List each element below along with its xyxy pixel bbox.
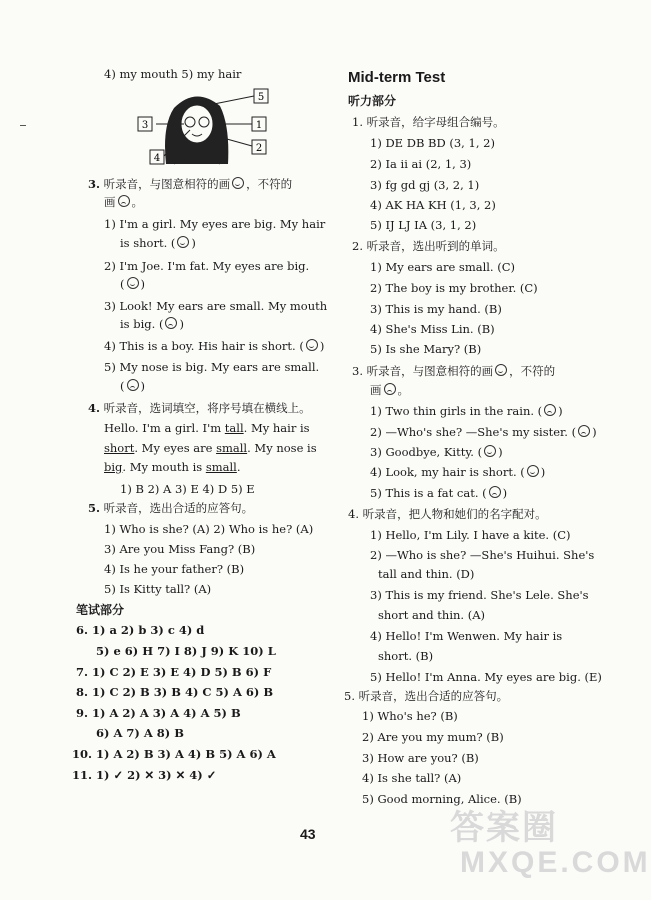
q3-item-5a: 5) My nose is big. My ears are small. — [104, 360, 320, 374]
smile-face-icon — [484, 445, 496, 457]
svg-text:4: 4 — [153, 153, 161, 164]
sad-face-icon — [127, 379, 139, 391]
sad-face-icon — [578, 425, 590, 437]
r4-item-3b: short and thin. (A) — [378, 608, 485, 622]
q4-line-2: short. My eyes are small. My nose is — [104, 441, 317, 455]
q3-item-5b: ( ) — [120, 379, 145, 393]
q5-heading: 5. 听录音，选出合适的应答句。 — [88, 501, 254, 515]
q3-item-3b: is big. ( ) — [120, 317, 184, 331]
q3-item-4: 4) This is a boy. His hair is short. ( ) — [104, 339, 325, 353]
r3-item-3: 3) Goodbye, Kitty. ( ) — [370, 445, 503, 459]
r4-item-4a: 4) Hello! I'm Wenwen. My hair is — [370, 629, 563, 643]
q5-line-3: 4) Is he your father? (B) — [104, 562, 245, 576]
smile-face-icon — [306, 339, 318, 351]
r4-item-4b: short. (B) — [378, 649, 434, 663]
written-section-title: 笔试部分 — [76, 603, 125, 617]
sad-face-icon — [489, 486, 501, 498]
r5-item-1: 1) Who's he? (B) — [362, 709, 458, 723]
r4-item-3a: 3) This is my friend. She's Lele. She's — [370, 588, 589, 602]
q5-line-2: 3) Are you Miss Fang? (B) — [104, 542, 256, 556]
r3-item-2: 2) —Who's she? —She's my sister. ( ) — [370, 425, 597, 439]
sad-face-icon — [544, 404, 556, 416]
smile-face-icon — [177, 236, 189, 248]
r5-heading: 5. 听录音，选出合适的应答句。 — [344, 689, 509, 703]
q4-line-3: big. My mouth is small. — [104, 460, 241, 474]
r3-heading-cont: 画 。 — [370, 383, 409, 397]
q3-heading: 3. 听录音，与图意相符的画 ，不符的 — [88, 177, 293, 191]
w9-line-1: 9. 1) A 2) A 3) A 4) A 5) B — [76, 706, 241, 720]
smile-face-icon — [527, 465, 539, 477]
smile-face-icon — [495, 364, 507, 376]
q3-item-2a: 2) I'm Joe. I'm fat. My eyes are big. — [104, 259, 310, 273]
w6-line-1: 6. 1) a 2) b 3) c 4) d — [76, 623, 205, 637]
q5-line-4: 5) Is Kitty tall? (A) — [104, 582, 212, 596]
page-title: Mid-term Test — [348, 69, 446, 86]
watermark-cn: 答案圈 — [450, 809, 558, 847]
r4-item-5: 5) Hello! I'm Anna. My eyes are big. (E) — [370, 670, 602, 684]
smile-face-icon — [127, 277, 139, 289]
r5-item-5: 5) Good morning, Alice. (B) — [362, 792, 522, 806]
r2-item-1: 1) My ears are small. (C) — [370, 260, 516, 274]
r5-item-4: 4) Is she tall? (A) — [362, 771, 462, 785]
r1-item-3: 3) fg gd gj (3, 2, 1) — [370, 178, 480, 192]
w6-line-2: 5) e 6) H 7) I 8) J 9) K 10) L — [96, 644, 276, 658]
svg-text:1: 1 — [255, 120, 263, 131]
q5-line-1: 1) Who is she? (A) 2) Who is he? (A) — [104, 522, 314, 536]
r1-item-5: 5) IJ LJ IA (3, 1, 2) — [370, 218, 477, 232]
r2-item-4: 4) She's Miss Lin. (B) — [370, 322, 495, 336]
w9-line-2: 6) A 7) A 8) B — [96, 726, 184, 740]
r4-item-1: 1) Hello, I'm Lily. I have a kite. (C) — [370, 528, 571, 542]
r1-item-1: 1) DE DB BD (3, 1, 2) — [370, 136, 495, 150]
w11-line: 11. 1) ✓ 2) ✕ 3) ✕ 4) ✓ — [72, 768, 217, 782]
r3-item-5: 5) This is a fat cat. ( ) — [370, 486, 508, 500]
q3-heading-cont: 画 。 — [104, 195, 143, 209]
r1-item-4: 4) AK HA KH (1, 3, 2) — [370, 198, 496, 212]
q3-item-1b: is short. ( ) — [120, 236, 196, 250]
r2-item-3: 3) This is my hand. (B) — [370, 302, 502, 316]
r4-heading: 4. 听录音，把人物和她们的名字配对。 — [348, 507, 547, 521]
girl-figure — [134, 86, 274, 170]
smile-face-icon — [232, 177, 244, 189]
r3-item-4: 4) Look, my hair is short. ( ) — [370, 465, 546, 479]
q3-item-1a: 1) I'm a girl. My eyes are big. My hair — [104, 217, 326, 231]
w8-line: 8. 1) C 2) B 3) B 4) C 5) A 6) B — [76, 685, 274, 699]
svg-text:5: 5 — [257, 92, 265, 103]
r1-heading: 1. 听录音，给字母组合编号。 — [352, 115, 505, 129]
r4-item-2b: tall and thin. (D) — [378, 567, 475, 581]
q4-heading: 4. 听录音，选词填空，将序号填在横线上。 — [88, 401, 311, 415]
r2-item-5: 5) Is she Mary? (B) — [370, 342, 482, 356]
r2-item-2: 2) The boy is my brother. (C) — [370, 281, 538, 295]
q4-line-1: Hello. I'm a girl. I'm tall. My hair is — [104, 421, 310, 435]
w7-line: 7. 1) C 2) E 3) E 4) D 5) B 6) F — [76, 665, 272, 679]
q3-item-3a: 3) Look! My ears are small. My mouth — [104, 299, 328, 313]
sad-face-icon — [384, 383, 396, 395]
w10-line: 10. 1) A 2) B 3) A 4) B 5) A 6) A — [72, 747, 276, 761]
r1-item-2: 2) Ia ii ai (2, 1, 3) — [370, 157, 472, 171]
watermark — [430, 800, 651, 895]
watermark-en: MXQE.COM — [460, 846, 651, 879]
sad-face-icon — [118, 195, 130, 207]
r5-item-3: 3) How are you? (B) — [362, 751, 479, 765]
listening-section-title: 听力部分 — [348, 94, 397, 108]
svg-text:2: 2 — [255, 143, 263, 154]
r3-heading: 3. 听录音，与图意相符的画 ，不符的 — [352, 364, 556, 378]
r4-item-2a: 2) —Who is she? —She's Huihui. She's — [370, 548, 595, 562]
q3-item-2b: ( ) — [120, 277, 145, 291]
margin-mark — [20, 125, 26, 126]
page-number: 43 — [300, 826, 316, 842]
left-line-1: 4) my mouth 5) my hair — [104, 67, 242, 81]
r2-heading: 2. 听录音，选出听到的单词。 — [352, 239, 505, 253]
svg-text:3: 3 — [141, 120, 149, 131]
r3-item-1: 1) Two thin girls in the rain. ( ) — [370, 404, 563, 418]
q4-answers: 1) B 2) A 3) E 4) D 5) E — [120, 482, 255, 496]
sad-face-icon — [165, 317, 177, 329]
r5-item-2: 2) Are you my mum? (B) — [362, 730, 504, 744]
